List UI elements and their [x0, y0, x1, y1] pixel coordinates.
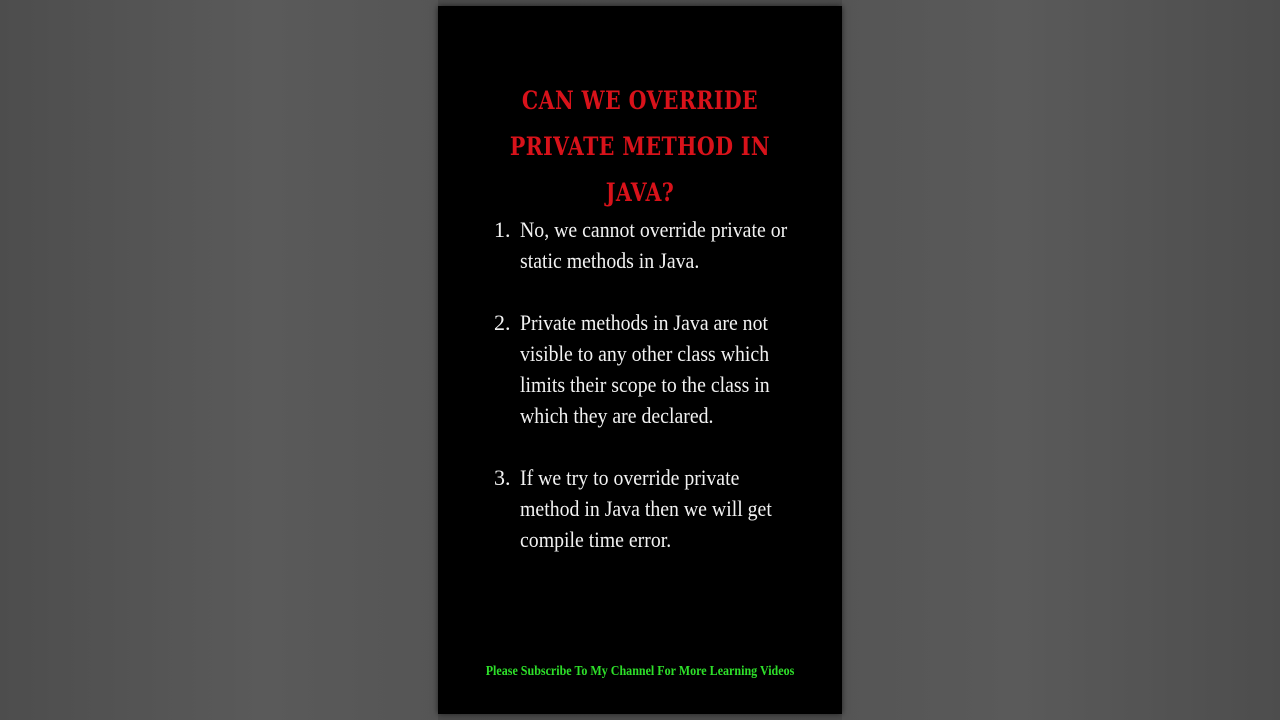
list-item-text: No, we cannot override private or static methods in Java. [520, 217, 788, 273]
video-slide [438, 6, 842, 714]
points-list [494, 214, 824, 586]
list-item [494, 307, 824, 431]
list-item [494, 462, 824, 555]
blurred-backdrop-right [842, 0, 1280, 720]
list-item [494, 214, 824, 276]
list-item-number: 1. [494, 217, 511, 242]
list-item-text: Private methods in Java are not visible to any other class which limits their scope to the class in which they are declared. [520, 310, 770, 428]
blurred-backdrop-left [0, 0, 438, 720]
list-item-number: 2. [494, 310, 511, 335]
subscribe-footer: Please Subscribe To My Channel For More Learning Videos [485, 664, 795, 679]
list-item-number: 3. [494, 465, 511, 490]
list-item-text: If we try to override private method in Java then we will get compile time error. [520, 465, 772, 552]
slide-title: CAN WE OVERRIDE PRIVATE METHOD IN JAVA? [509, 86, 771, 207]
